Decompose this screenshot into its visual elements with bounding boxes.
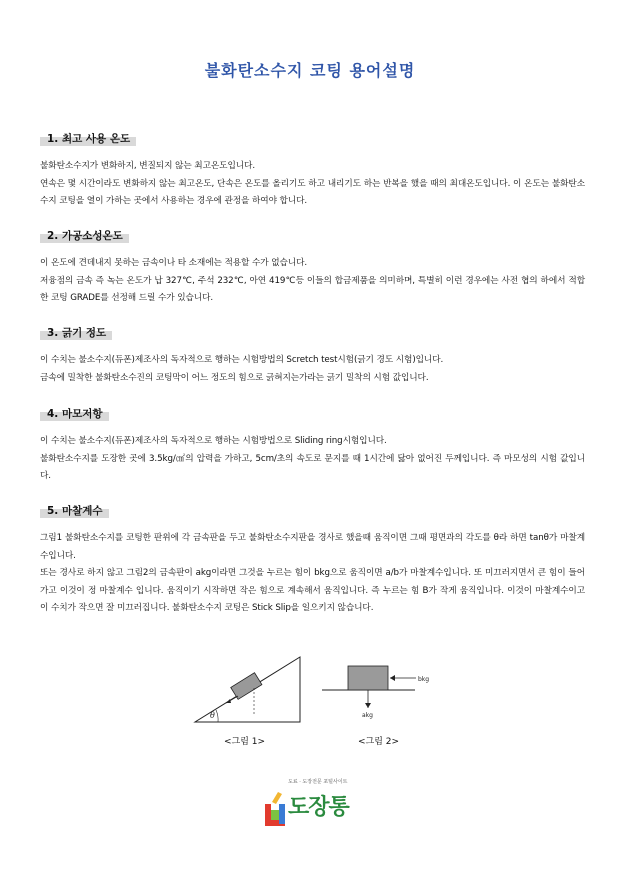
paint-bucket-icon [262, 790, 288, 830]
section-max-temp [40, 127, 585, 211]
section-abrasion [40, 402, 585, 486]
paragraph: 이 온도에 견데내지 못하는 금속이나 타 소재에는 적용할 수가 없습니다. [40, 258, 308, 268]
section-body [40, 433, 585, 486]
theta-label: θ [210, 711, 215, 720]
figure-1-incline-diagram [190, 652, 310, 732]
paragraph: 또는 경사로 하지 않고 그림2의 금속판이 akg이라면 그것을 누르는 힘이 bkg으로 움직이면 a/b가 마찰계수입니다. 또 미끄러지면서 큰 힘이 들어가고 이것이 정 마찰계수 입니다. 움직이기 시작하면 작은 힘으로 계속해서 움직입니다. 즉 누르는 힘 B가 작게 움직입니다. 이것이 마찰계수이고 이 수치가 작으면 잘 미끄러집니다. 불화탄소수지 코팅은 Stick Slip을 일으키지 않습니다. [40, 568, 585, 613]
paragraph: 연속은 몇 시간이라도 변화하지 않는 최고온도, 단속은 온도를 올리기도 하고 내리기도 하는 반복을 했을 때의 최대온도입니다. 이 온도는 불화탄소수지 코팅을 열이 가하는 곳에서 사용하는 경우에 관정을 하여야 합니다. [40, 178, 585, 206]
paragraph: 불화탄소수지를 도장한 곳에 3.5kg/㎠의 압력을 가하고, 5cm/초의 속도로 문지를 때 1시간에 닳아 없어진 두께입니다. 즉 마모성의 시험 값입니다. [40, 453, 585, 481]
site-logo [262, 778, 372, 838]
section-scratch [40, 321, 585, 387]
section-heading: 3. 긁기 정도 [40, 326, 112, 340]
paragraph: 이 수치는 불소수지(듀폰)제조사의 독자적으로 행하는 시험방법으로 Sliding ring시험입니다. [40, 436, 387, 446]
figure-2-block-diagram [320, 652, 450, 732]
section-body [40, 255, 585, 308]
figure-2-caption: <그림 2> [358, 737, 400, 747]
paragraph: 저융점의 금속 즉 녹는 온도가 납 327℃, 주석 232℃, 아연 419℃등 이들의 합금제품을 의미하며, 특별히 이런 경우에는 사전 협의 하에서 적합한 코팅 GRADE를 선정해 드릴 수가 있습니다. [40, 275, 585, 303]
paragraph: 그림1 불화탄소수지를 코팅한 판위에 각 금속판을 두고 불화탄소수지판을 경사로 했을때 움직이면 그때 평면과의 각도를 θ라 하면 tanθ가 마찰계수입니다. [40, 533, 585, 561]
logo-tagline: 도료 · 도장전문 포털사이트 [288, 779, 348, 785]
section-friction [40, 499, 585, 618]
section-heading: 5. 마찰계수 [40, 504, 109, 518]
friction-figures [190, 652, 450, 752]
force-label: bkg [418, 676, 430, 683]
figure-1-caption: <그림 1> [224, 737, 266, 747]
weight-label: akg [362, 712, 373, 719]
logo-wordmark: 도장통 [288, 794, 349, 819]
section-body [40, 352, 585, 387]
section-body [40, 530, 585, 618]
paragraph: 금속에 밀착한 불화탄소수진의 코팅막이 어느 정도의 힘으로 긁혀지는가라는 긁기 밀착의 시험 값입니다. [40, 372, 429, 383]
paragraph: 이 수치는 불소수지(듀폰)제조사의 독자적으로 행하는 시험방법의 Scretch test시험(긁기 경도 시험)입니다. [40, 355, 444, 365]
paragraph: 불화탄소수지가 변화하지, 변질되지 않는 최고온도입니다. [40, 161, 255, 171]
section-heading: 4. 마모저항 [40, 407, 109, 421]
section-heading: 2. 가공소성온도 [40, 229, 129, 243]
section-body [40, 158, 585, 211]
section-bake-temp [40, 224, 585, 308]
page-title: 불화탄소수지 코팅 용어설명 [204, 61, 416, 80]
section-heading: 1. 최고 사용 온도 [40, 132, 136, 146]
